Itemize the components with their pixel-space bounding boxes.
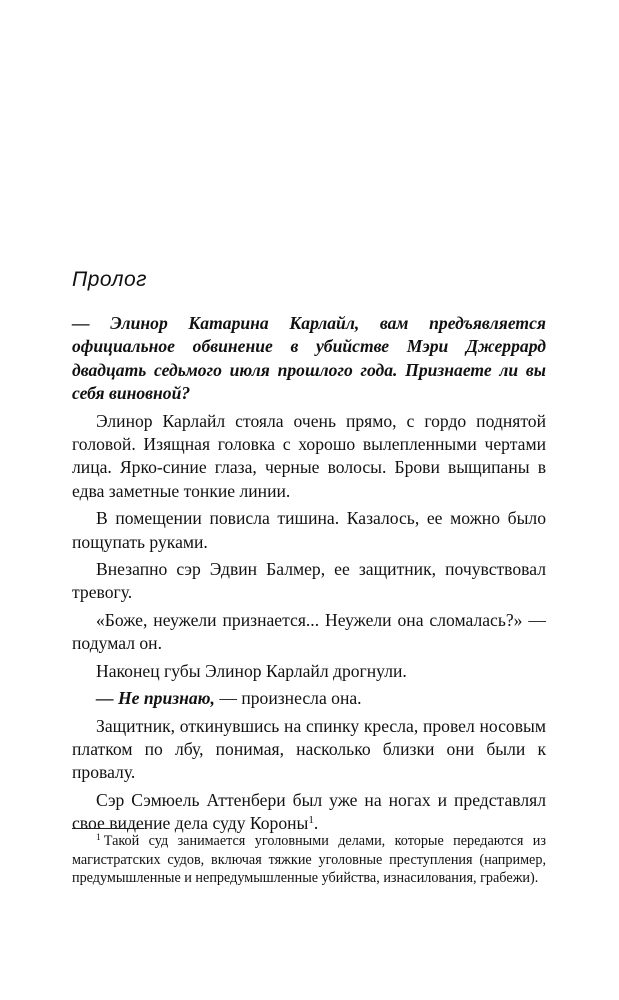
paragraph: Элинор Карлайл стояла очень прямо, с гордо поднятой головой. Изящная головка с хорошо вылепленными чертами лица. Ярко-синие глаза, черные волосы. Брови выщипаны в едва заметные тонкие линии. <box>72 410 546 501</box>
reply-rest: — произнесла она. <box>214 688 362 709</box>
paragraph: Внезапно сэр Эдвин Балмер, ее защитник, почувствовал тревогу. <box>72 559 546 603</box>
footnote-reference: 1 <box>308 814 314 827</box>
footnote-marker: 1 <box>96 833 101 843</box>
footnote-divider <box>72 828 144 829</box>
chapter-title: Пролог <box>72 268 147 291</box>
last-paragraph-text: Сэр Сэмюель Аттенбери был уже на ногах и представлял свое видение дела суду Короны <box>72 789 546 834</box>
last-paragraph-end: . <box>313 813 319 834</box>
footnote <box>72 832 546 888</box>
footnote-paragraph <box>72 832 546 888</box>
reply-paragraph <box>72 687 546 710</box>
paragraph: В помещении повисла тишина. Казалось, ее можно было пощупать руками. <box>72 508 546 552</box>
paragraph: Наконец губы Элинор Карлайл дрогнули. <box>96 660 407 681</box>
paragraph: Защитник, откинувшись на спинку кресла, провел носовым платком по лбу, понимая, насколько близки они были к провалу. <box>72 715 546 783</box>
reply-emphasis: — Не признаю, <box>96 688 215 709</box>
footnote-text: Такой суд занимается уголовными делами, которые передаются из магистратских судов, включая тяжкие уголовные преступления (например, предумышленные и непредумышленные убийства, изнасилования, грабежи). <box>72 833 546 886</box>
opening-question: — Элинор Катарина Карлайл, вам предъявляется официальное обвинение в убийстве Мэри Джеррард двадцать седьмого июля прошлого года. Признаете ли вы себя виновной? <box>72 313 546 404</box>
body-text <box>72 312 546 840</box>
paragraph: «Боже, неужели признается... Неужели она сломалась?» — подумал он. <box>72 609 546 654</box>
